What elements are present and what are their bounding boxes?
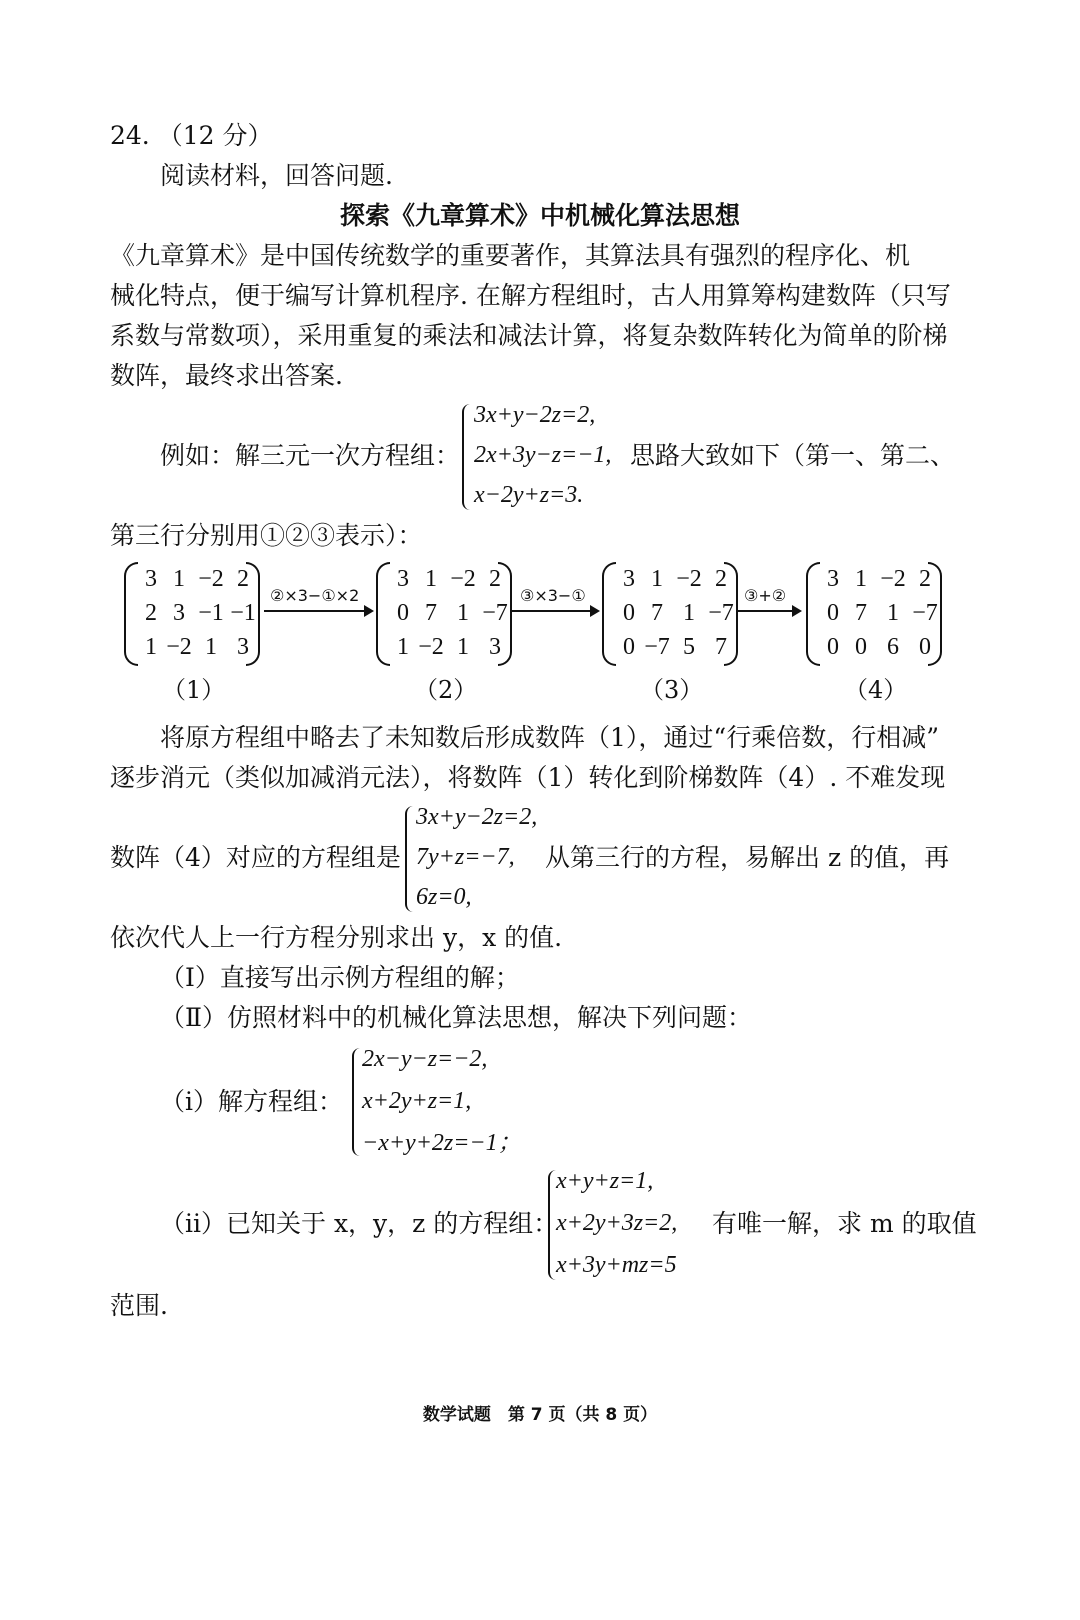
matrix-row (602, 630, 738, 664)
example-equation: 3x+y−2z=2, (474, 402, 596, 428)
intro-text: 阅读材料，回答问题. (160, 161, 393, 190)
question-number: 24. （12 分） (110, 121, 273, 150)
matrix-cell: −2 (676, 566, 702, 592)
matrix-cell: −7 (482, 600, 508, 626)
matrix-row (124, 562, 260, 596)
matrix-row (124, 596, 260, 630)
matrix-cell: 2 (489, 566, 501, 592)
matrix-cell: 1 (397, 634, 409, 660)
matrix-cell: 0 (827, 600, 839, 626)
matrix-cell: 2 (145, 600, 157, 626)
example-prefix: 例如：解三元一次方程组： (160, 441, 461, 470)
q2i-equation: x+2y+z=1, (362, 1088, 472, 1114)
question-2ii-prefix: （ⅱ）已知关于 x，y，z 的方程组： (160, 1209, 559, 1238)
matrix-label: （4） (844, 676, 908, 704)
matrix-cell: −7 (644, 634, 670, 660)
q2ii-equation: x+2y+3z=2, (556, 1210, 678, 1236)
matrix-cell: 3 (397, 566, 409, 592)
matrix-cell: 1 (145, 634, 157, 660)
matrix-cell: 1 (651, 566, 663, 592)
matrix-cell: 3 (173, 600, 185, 626)
system4-line2: 依次代人上一行方程分别求出 y，x 的值. (110, 923, 563, 952)
matrix-label: （2） (414, 676, 478, 704)
example-equation: 2x+3y−z=−1, (474, 442, 612, 468)
matrix-cell: 5 (683, 634, 695, 660)
matrix-cell: 3 (827, 566, 839, 592)
matrix-cell: 0 (827, 634, 839, 660)
matrix-1 (124, 562, 260, 666)
section-title: 探索《九章算术》中机械化算法思想 (339, 201, 740, 230)
example-suffix: 思路大致如下（第一、第二、 (630, 441, 956, 470)
matrix-row (376, 630, 512, 664)
matrix-cell: 3 (237, 634, 249, 660)
q2ii-equation: x+y+z=1, (556, 1168, 654, 1194)
matrix-row (806, 596, 942, 630)
matrix-cell: 0 (623, 600, 635, 626)
para1-line: 数阵，最终求出答案. (110, 361, 343, 390)
matrix-cell: 1 (173, 566, 185, 592)
matrix-cell: −2 (418, 634, 444, 660)
question-1: （Ⅰ）直接写出示例方程组的解； (160, 963, 520, 992)
matrix-2 (376, 562, 512, 666)
matrix-cell: 3 (623, 566, 635, 592)
matrix-cell: −2 (198, 566, 224, 592)
matrix-cell: 6 (887, 634, 899, 660)
matrix-label: （3） (640, 676, 704, 704)
arrow-icon (512, 610, 598, 612)
para1-line: 械化特点，便于编写计算机程序. 在解方程组时，古人用算筹构建数阵（只写 (110, 281, 951, 310)
matrix-cell: 7 (425, 600, 437, 626)
matrix-cell: 3 (145, 566, 157, 592)
matrix-cell: −7 (912, 600, 938, 626)
system4-equation: 7y+z=−7, (416, 844, 515, 870)
system-brace (352, 1048, 360, 1156)
matrix-cell: −2 (450, 566, 476, 592)
matrix-cell: 1 (683, 600, 695, 626)
matrix-cell: 7 (651, 600, 663, 626)
para1-line: 《九章算术》是中国传统数学的重要著作，其算法具有强烈的程序化、机 (110, 241, 911, 270)
para1-line: 系数与常数项），采用重复的乘法和减法计算，将复杂数阵转化为简单的阶梯 (110, 321, 948, 350)
system-brace (548, 1170, 556, 1280)
matrix-cell: 0 (919, 634, 931, 660)
matrix-cell: −2 (880, 566, 906, 592)
arrow-icon (264, 610, 372, 612)
matrix-cell: −7 (708, 600, 734, 626)
example-line2: 第三行分别用①②③表示）： (110, 521, 423, 550)
matrix-cell: 2 (715, 566, 727, 592)
q2i-equation: 2x−y−z=−2, (362, 1046, 488, 1072)
question-2ii-line2: 范围. (110, 1291, 168, 1320)
system4-suffix: 从第三行的方程，易解出 z 的值，再 (545, 843, 950, 872)
page-footer: 数学试题 第 7 页（共 8 页） (422, 1405, 658, 1425)
matrix-cell: 7 (855, 600, 867, 626)
matrix-row (376, 562, 512, 596)
matrix-cell: 3 (489, 634, 501, 660)
system4-equation: 6z=0, (416, 884, 472, 910)
para2-line: 将原方程组中略去了未知数后形成数阵（1），通过“行乘倍数，行相减” (160, 723, 939, 752)
q2i-equation: −x+y+2z=−1； (362, 1130, 522, 1156)
matrix-row (602, 596, 738, 630)
system4-prefix: 数阵（4）对应的方程组是 (110, 843, 401, 872)
example-equation: x−2y+z=3. (474, 482, 584, 508)
operation-label: ③+② (744, 586, 787, 605)
matrix-cell: 7 (715, 634, 727, 660)
operation-label: ②×3−①×2 (270, 586, 360, 605)
matrix-row (602, 562, 738, 596)
para2-line: 逐步消元（类似加减消元法），将数阵（1）转化到阶梯数阵（4）. 不难发现 (110, 763, 946, 792)
matrix-row (806, 630, 942, 664)
matrix-cell: 0 (397, 600, 409, 626)
question-2ii-suffix: 有唯一解，求 m 的取值 (712, 1209, 977, 1238)
matrix-label: （1） (162, 676, 226, 704)
question-2i-prefix: （ⅰ）解方程组： (160, 1087, 343, 1116)
matrix-cell: 1 (425, 566, 437, 592)
question-2: （Ⅱ）仿照材料中的机械化算法思想，解决下列问题： (160, 1003, 752, 1032)
matrix-cell: 0 (623, 634, 635, 660)
matrix-row (124, 630, 260, 664)
matrix-cell: 1 (205, 634, 217, 660)
matrix-3 (602, 562, 738, 666)
matrix-cell: 1 (855, 566, 867, 592)
q2ii-equation: x+3y+mz=5 (556, 1252, 677, 1278)
system-brace (405, 806, 413, 912)
matrix-cell: −1 (198, 600, 224, 626)
matrix-cell: 1 (457, 600, 469, 626)
matrix-cell: 1 (457, 634, 469, 660)
matrix-cell: 2 (919, 566, 931, 592)
matrix-row (376, 596, 512, 630)
matrix-cell: −1 (230, 600, 256, 626)
system-brace (462, 404, 470, 510)
matrix-cell: 1 (887, 600, 899, 626)
arrow-icon (736, 610, 800, 612)
matrix-4 (806, 562, 942, 666)
operation-label: ③×3−① (520, 586, 586, 605)
system4-equation: 3x+y−2z=2, (416, 804, 538, 830)
matrix-cell: 0 (855, 634, 867, 660)
matrix-cell: 2 (237, 566, 249, 592)
matrix-row (806, 562, 942, 596)
matrix-cell: −2 (166, 634, 192, 660)
